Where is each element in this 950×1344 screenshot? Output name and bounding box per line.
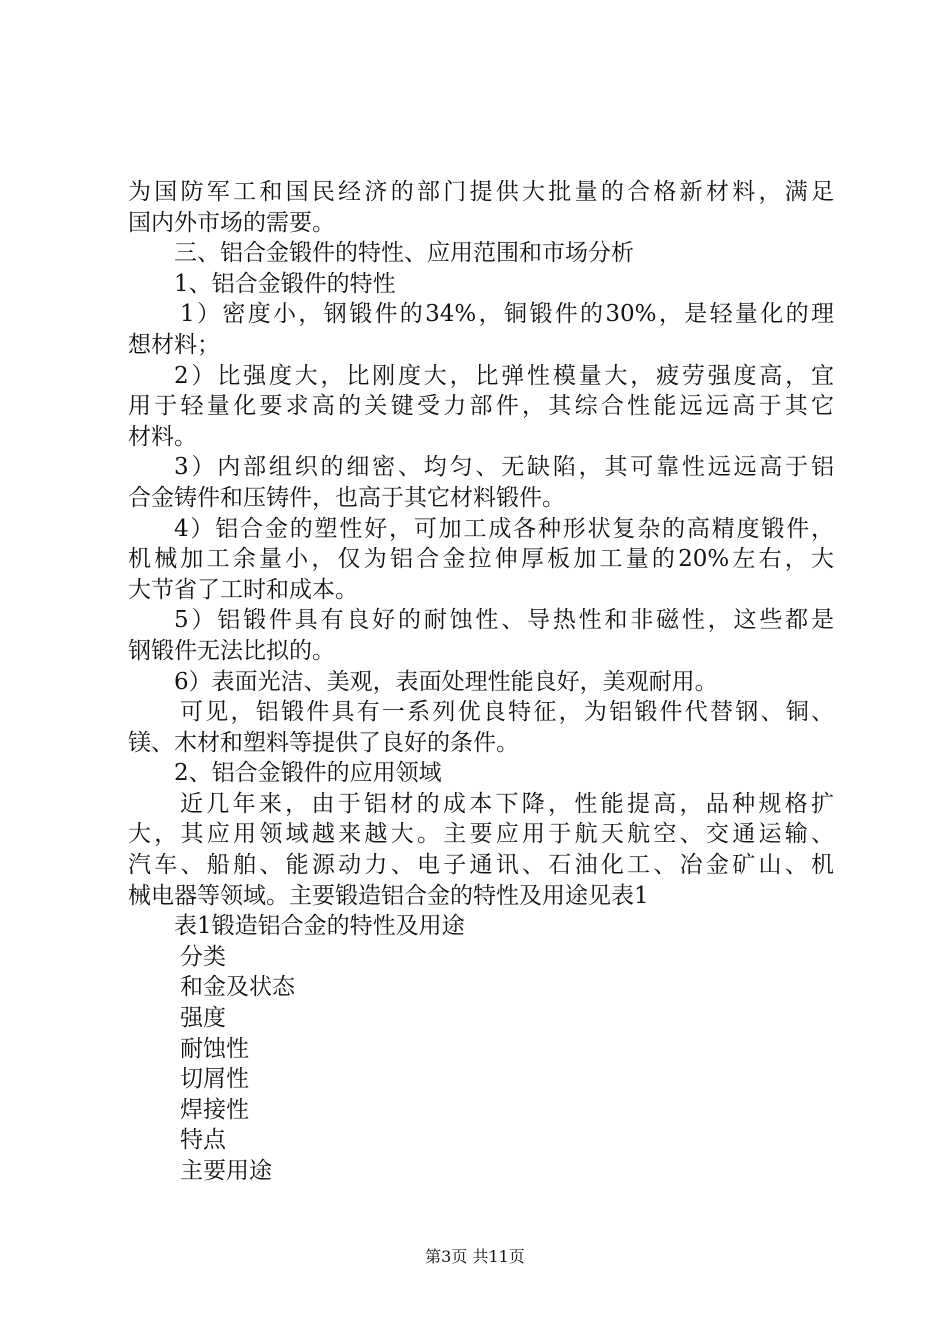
document-body [128,177,834,1187]
body-line: 镁、木材和塑料等提供了良好的条件。 [128,729,519,756]
table-header-item: 耐蚀性 [180,1035,249,1062]
page-number-footer: 第3页 共11页 [425,1247,525,1266]
body-line: 4）铝合金的塑性好，可加工成各种形状复杂的高精度锻件， [174,515,834,542]
body-line: 国内外市场的需要。 [128,209,335,236]
body-line: 汽车、船舶、能源动力、电子通讯、石油化工、冶金矿山、机 [128,852,834,879]
body-line: 2）比强度大，比刚度大，比弹性模量大，疲劳强度高，宜 [174,362,834,389]
table-header-item: 切屑性 [180,1066,249,1093]
body-line: 合金铸件和压铸件，也高于其它材料锻件。 [128,484,565,511]
body-line: 近几年来，由于铝材的成本下降，性能提高，品种规格扩 [180,790,834,817]
body-line: 械电器等领域。主要锻造铝合金的特性及用途见表1 [128,882,649,909]
body-line: 3）内部组织的细密、均匀、无缺陷，其可靠性远远高于铝 [174,454,834,481]
body-line: 用于轻量化要求高的关键受力部件，其综合性能远远高于其它 [128,393,834,420]
body-line: 1）密度小，钢锻件的34%，铜锻件的30%，是轻量化的理 [180,301,834,328]
table-header-item: 强度 [180,1005,226,1032]
body-line: 材料。 [128,423,197,450]
body-line: 5）铝锻件具有良好的耐蚀性、导热性和非磁性，这些都是 [174,607,834,634]
table-header-item: 分类 [180,943,226,970]
body-line: 钢锻件无法比拟的。 [128,637,335,664]
body-line: 大节省了工时和成本。 [128,576,358,603]
section-heading: 三、铝合金锻件的特性、应用范围和市场分析 [174,240,634,267]
subsection-heading: 1、铝合金锻件的特性 [174,270,396,297]
table-header-item: 特点 [180,1127,226,1154]
table-header-item: 和金及状态 [180,974,295,1001]
table-header-item: 主要用途 [180,1158,272,1184]
table-caption: 表1锻造铝合金的特性及用途 [174,913,465,940]
body-line: 机械加工余量小，仅为铝合金拉伸厚板加工量的20%左右，大 [128,546,834,573]
table-header-item: 焊接性 [180,1096,249,1123]
body-line: 为国防军工和国民经济的部门提供大批量的合格新材料，满足 [128,179,834,205]
body-line: 可见，铝锻件具有一系列优良特征，为铝锻件代替钢、铜、 [180,699,834,726]
subsection-heading: 2、铝合金锻件的应用领域 [174,760,442,787]
body-line: 想材料； [128,331,220,358]
body-line: 大，其应用领域越来越大。主要应用于航天航空、交通运输、 [128,821,834,848]
body-line: 6）表面光洁、美观，表面处理性能良好，美观耐用。 [174,668,718,695]
